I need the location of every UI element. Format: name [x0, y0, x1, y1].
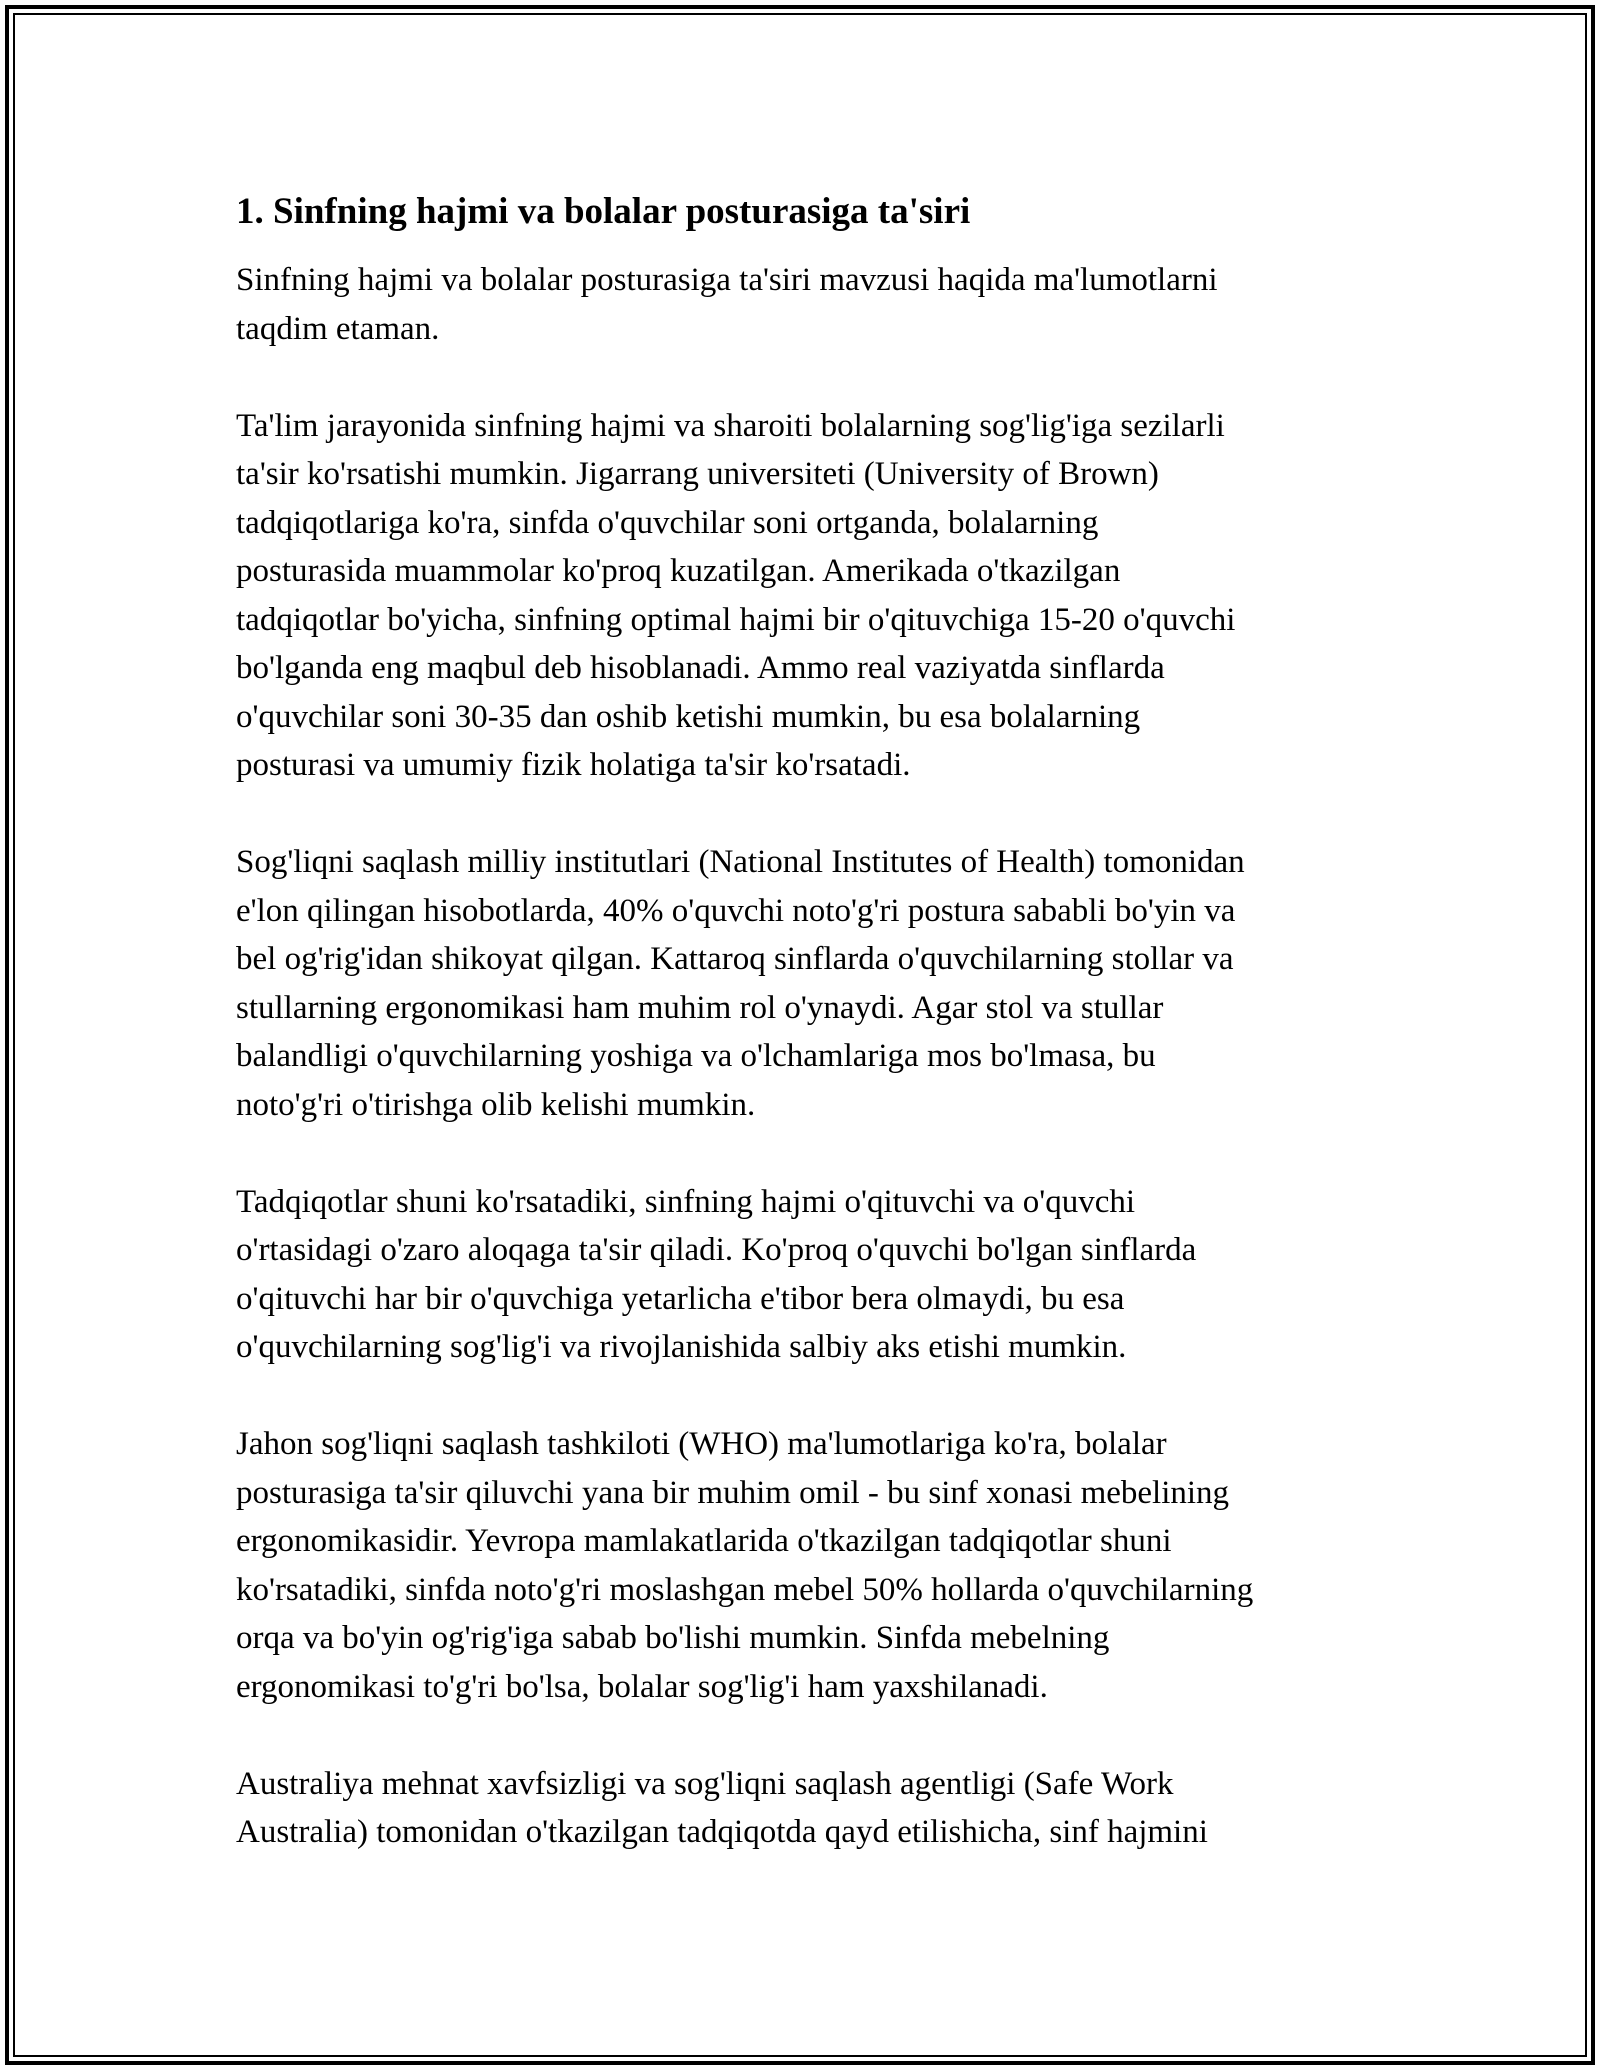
paragraph-line: ko'rsatadiki, sinfda noto'g'ri moslashgan mebel 50% hollarda o'quvchilarning: [236, 1571, 1254, 1608]
paragraph-line: Tadqiqotlar shuni ko'rsatadiki, sinfning hajmi o'qituvchi va o'quvchi: [236, 1183, 1136, 1220]
paragraph-line: noto'g'ri o'tirishga olib kelishi mumkin.: [236, 1086, 756, 1123]
paragraph: [236, 1420, 1376, 1711]
section-heading: 1. Sinfning hajmi va bolalar posturasiga ta'siri: [236, 191, 971, 232]
paragraph-line: Australia) tomonidan o'tkazilgan tadqiqotda qayd etilishicha, sinf hajmini: [236, 1814, 1208, 1850]
paragraph-line: ergonomikasidir. Yevropa mamlakatlarida o'tkazilgan tadqiqotlar shuni: [236, 1523, 1172, 1559]
paragraph-line: tadqiqotlariga ko'ra, sinfda o'quvchilar soni ortganda, bolalarning: [236, 504, 1099, 541]
paragraph: [236, 838, 1376, 1129]
paragraph-line: bel og'rig'idan shikoyat qilgan. Kattaroq sinflarda o'quvchilarning stollar va: [236, 941, 1234, 977]
paragraph-line: o'rtasidagi o'zaro aloqaga ta'sir qiladi. Ko'proq o'quvchi bo'lgan sinflarda: [236, 1232, 1197, 1268]
paragraph-line: o'qituvchi har bir o'quvchiga yetarlicha e'tibor bera olmaydi, bu esa: [236, 1280, 1125, 1317]
paragraph-line: posturasiga ta'sir qiluvchi yana bir muhim omil - bu sinf xonasi mebelining: [236, 1474, 1230, 1511]
paragraph-line: e'lon qilingan hisobotlarda, 40% o'quvchi noto'g'ri postura sababli bo'yin va: [236, 892, 1236, 929]
paragraph-line: tadqiqotlar bo'yicha, sinfning optimal hajmi bir o'qituvchiga 15-20 o'quvchi: [236, 601, 1236, 638]
paragraph-line: taqdim etaman.: [236, 310, 440, 347]
paragraph: [236, 1178, 1376, 1372]
paragraph: [236, 1760, 1376, 1857]
paragraph-line: Sinfning hajmi va bolalar posturasiga ta'siri mavzusi haqida ma'lumotlarni: [236, 262, 1218, 298]
paragraph-line: ta'sir ko'rsatishi mumkin. Jigarrang universiteti (University of Brown): [236, 456, 1159, 492]
paragraph-line: Ta'lim jarayonida sinfning hajmi va sharoiti bolalarning sog'lig'iga sezilarli: [236, 407, 1225, 444]
paragraph: [236, 256, 1376, 353]
paragraph: [236, 402, 1376, 790]
paragraph-line: o'quvchilarning sog'lig'i va rivojlanishida salbiy aks etishi mumkin.: [236, 1329, 1127, 1365]
paragraph-line: stullarning ergonomikasi ham muhim rol o'ynaydi. Agar stol va stullar: [236, 989, 1164, 1026]
paragraph-line: o'quvchilar soni 30-35 dan oshib ketishi mumkin, bu esa bolalarning: [236, 698, 1141, 735]
paragraph-line: balandligi o'quvchilarning yoshiga va o'lchamlariga mos bo'lmasa, bu: [236, 1038, 1156, 1074]
paragraph-line: orqa va bo'yin og'rig'iga sabab bo'lishi mumkin. Sinfda mebelning: [236, 1620, 1110, 1656]
paragraph-line: Jahon sog'liqni saqlash tashkiloti (WHO) ma'lumotlariga ko'ra, bolalar: [236, 1426, 1167, 1462]
paragraph-line: Sog'liqni saqlash milliy institutlari (National Institutes of Health) tomonidan: [236, 844, 1245, 880]
paragraph-line: posturasi va umumiy fizik holatiga ta'sir ko'rsatadi.: [236, 747, 911, 783]
paragraph-list: [236, 256, 1376, 1857]
document-body: [236, 188, 1376, 1905]
paragraph-line: bo'lganda eng maqbul deb hisoblanadi. Ammo real vaziyatda sinflarda: [236, 650, 1165, 686]
paragraph-line: ergonomikasi to'g'ri bo'lsa, bolalar sog'lig'i ham yaxshilanadi.: [236, 1668, 1048, 1705]
paragraph-line: posturasida muammolar ko'proq kuzatilgan. Amerikada o'tkazilgan: [236, 553, 1121, 589]
paragraph-line: Australiya mehnat xavfsizligi va sog'liqni saqlash agentligi (Safe Work: [236, 1765, 1174, 1802]
